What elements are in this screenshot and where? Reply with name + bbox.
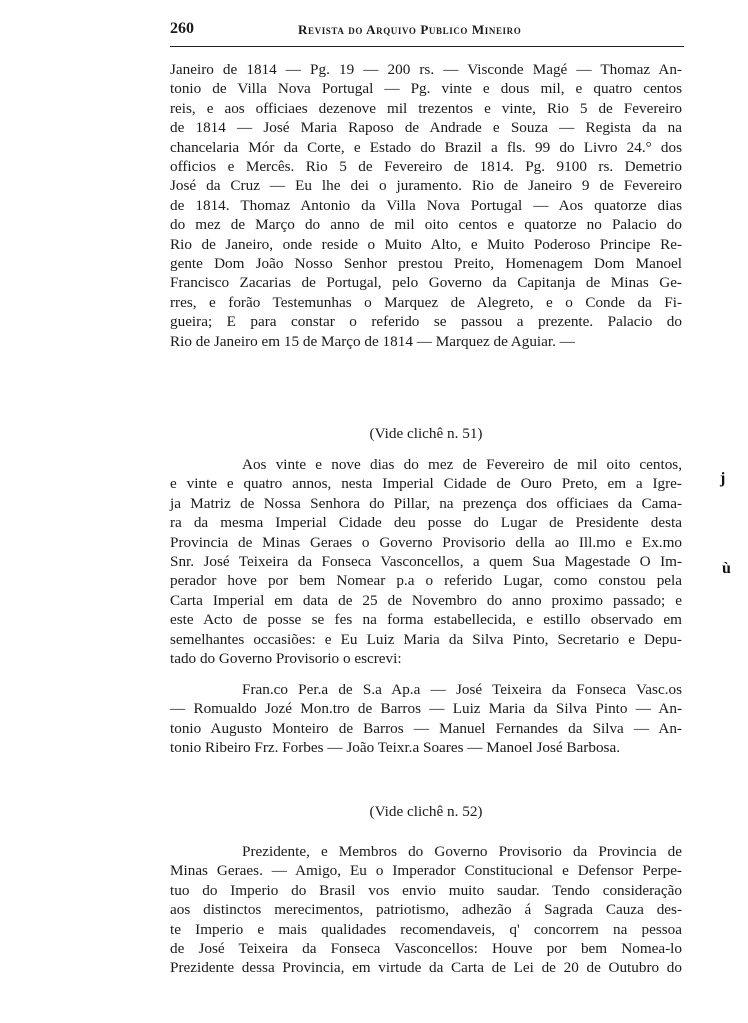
text-line: semelhantes occasiões: e Eu Luiz Maria da Silva Pinto, Secretario e Depu- <box>170 630 682 648</box>
text-line: tonio de Villa Nova Portugal — Pg. vinte e dous mil, e quatro centos <box>170 80 682 98</box>
text-line: do mez de Março do anno de mil oito centos e quatorze no Palacio do <box>170 216 682 234</box>
text-line: José da Cruz — Eu lhe dei o juramento. Rio de Janeiro 9 de Fevereiro <box>170 177 682 195</box>
text-line: ja Matriz de Nossa Senhora do Pillar, na prezença dos officiaes da Cama- <box>170 494 682 512</box>
text-line: e vinte e quatro annos, nesta Imperial Cidade de Ouro Preto, em a Igre- <box>170 475 682 493</box>
caption-text: (Vide clichê n. 51) <box>369 425 483 442</box>
margin-mark: j <box>720 470 726 487</box>
text-line: tado do Governo Provisorio o escrevi: <box>170 650 402 668</box>
text-line: de 1814. Thomaz Antonio da Villa Nova Portugal — Aos quatorze dias <box>170 196 682 214</box>
text-line: Aos vinte e nove dias do mez de Fevereiro de mil oito centos, <box>242 456 682 473</box>
page-number: 260 <box>170 20 194 37</box>
paragraph-2 <box>170 455 682 668</box>
text-line: te Imperio e mais qualidades recomendaveis, q' concorrem na pessoa <box>170 920 682 938</box>
caption-cliche-52 <box>170 803 682 821</box>
header-rule <box>170 46 684 47</box>
text-line: Rio de Janeiro em 15 de Março de 1814 — Marquez de Aguiar. — <box>170 332 575 350</box>
text-line: Janeiro de 1814 — Pg. 19 — 200 rs. — Visconde Magé — Thomaz An- <box>170 61 682 78</box>
text-line: tonio Augusto Monteiro de Barros — Manuel Fernandes da Silva — An- <box>170 719 682 737</box>
text-line: Fran.co Per.a de S.a Ap.a — José Teixeira da Fonseca Vasc.os <box>242 681 682 698</box>
text-line: reis, e aos officiaes dezenove mil trezentos e vinte, Rio 5 de Fevereiro <box>170 99 682 117</box>
text-line: Prezidente dessa Provincia, em virtude da Carta de Lei de 20 de Outubro do <box>170 959 682 977</box>
text-line: Rio de Janeiro, onde reside o Muito Alto, e Muito Poderoso Principe Re- <box>170 235 682 253</box>
caption-text: (Vide clichê n. 52) <box>369 803 483 820</box>
text-line: gente Dom João Nosso Senhor prestou Preito, Homenagem Dom Manoel <box>170 255 682 273</box>
text-line: gueira; E para constar o referido se passou a prezente. Palacio do <box>170 313 682 331</box>
text-line: este Acto de posse se fes na forma estabellecida, e estillo observado em <box>170 611 682 629</box>
text-line: Provincia de Minas Geraes o Governo Provisorio della ao Ill.mo e Ex.mo <box>170 533 682 551</box>
paragraph-1 <box>170 60 682 351</box>
text-line: de José Teixeira da Fonseca Vasconcellos: Houve por bem Nomea-lo <box>170 940 682 958</box>
text-line: tuo do Imperio do Brasil vos envio muito saudar. Tendo consideração <box>170 881 682 899</box>
caption-cliche-51 <box>170 425 682 443</box>
text-line: officios e Mercês. Rio 5 de Fevereiro de 1814. Pg. 9100 rs. Demetrio <box>170 158 682 176</box>
text-line: Minas Geraes. — Amigo, Eu o Imperador Constitucional e Defensor Perpe- <box>170 862 682 880</box>
margin-mark: ù <box>722 560 731 577</box>
text-line: ra da mesma Imperial Cidade deu posse do Lugar de Presidente desta <box>170 514 682 532</box>
text-line: — Romualdo Jozé Mon.tro de Barros — Luiz Maria da Silva Pinto — An- <box>170 700 682 718</box>
text-line: rres, e forão Testemunhas o Marquez de Alegreto, e o Conde da Fi- <box>170 293 682 311</box>
text-line: chancelaria Mór da Corte, e Estado do Brazil a fls. 99 do Livro 24.° dos <box>170 138 682 156</box>
text-line: tonio Ribeiro Frz. Forbes — João Teixr.a Soares — Manoel José Barbosa. <box>170 739 620 757</box>
text-line: Francisco Zacarias de Portugal, pelo Governo da Capitanja de Minas Ge- <box>170 274 682 292</box>
text-line: Carta Imperial em data de 25 de Novembro do anno proximo passado; e <box>170 591 682 609</box>
text-line: aos distinctos merecimentos, patriotismo, adhezão á Sagrada Cauza des- <box>170 901 682 919</box>
text-line: perador hove por bem Nomear p.a o referido Lugar, como constou pela <box>170 572 682 590</box>
page-header <box>170 20 680 42</box>
paragraph-4 <box>170 842 682 978</box>
text-line: Snr. José Teixeira da Fonseca Vasconcellos, a quem Sua Magestade O Im- <box>170 553 682 571</box>
signatures-paragraph <box>170 680 682 758</box>
running-head: Revista do Arquivo Publico Mineiro <box>298 22 522 37</box>
text-line: Prezidente, e Membros do Governo Provisorio da Provincia de <box>242 843 682 860</box>
text-line: de 1814 — José Maria Raposo de Andrade e Souza — Regista da na <box>170 119 682 137</box>
